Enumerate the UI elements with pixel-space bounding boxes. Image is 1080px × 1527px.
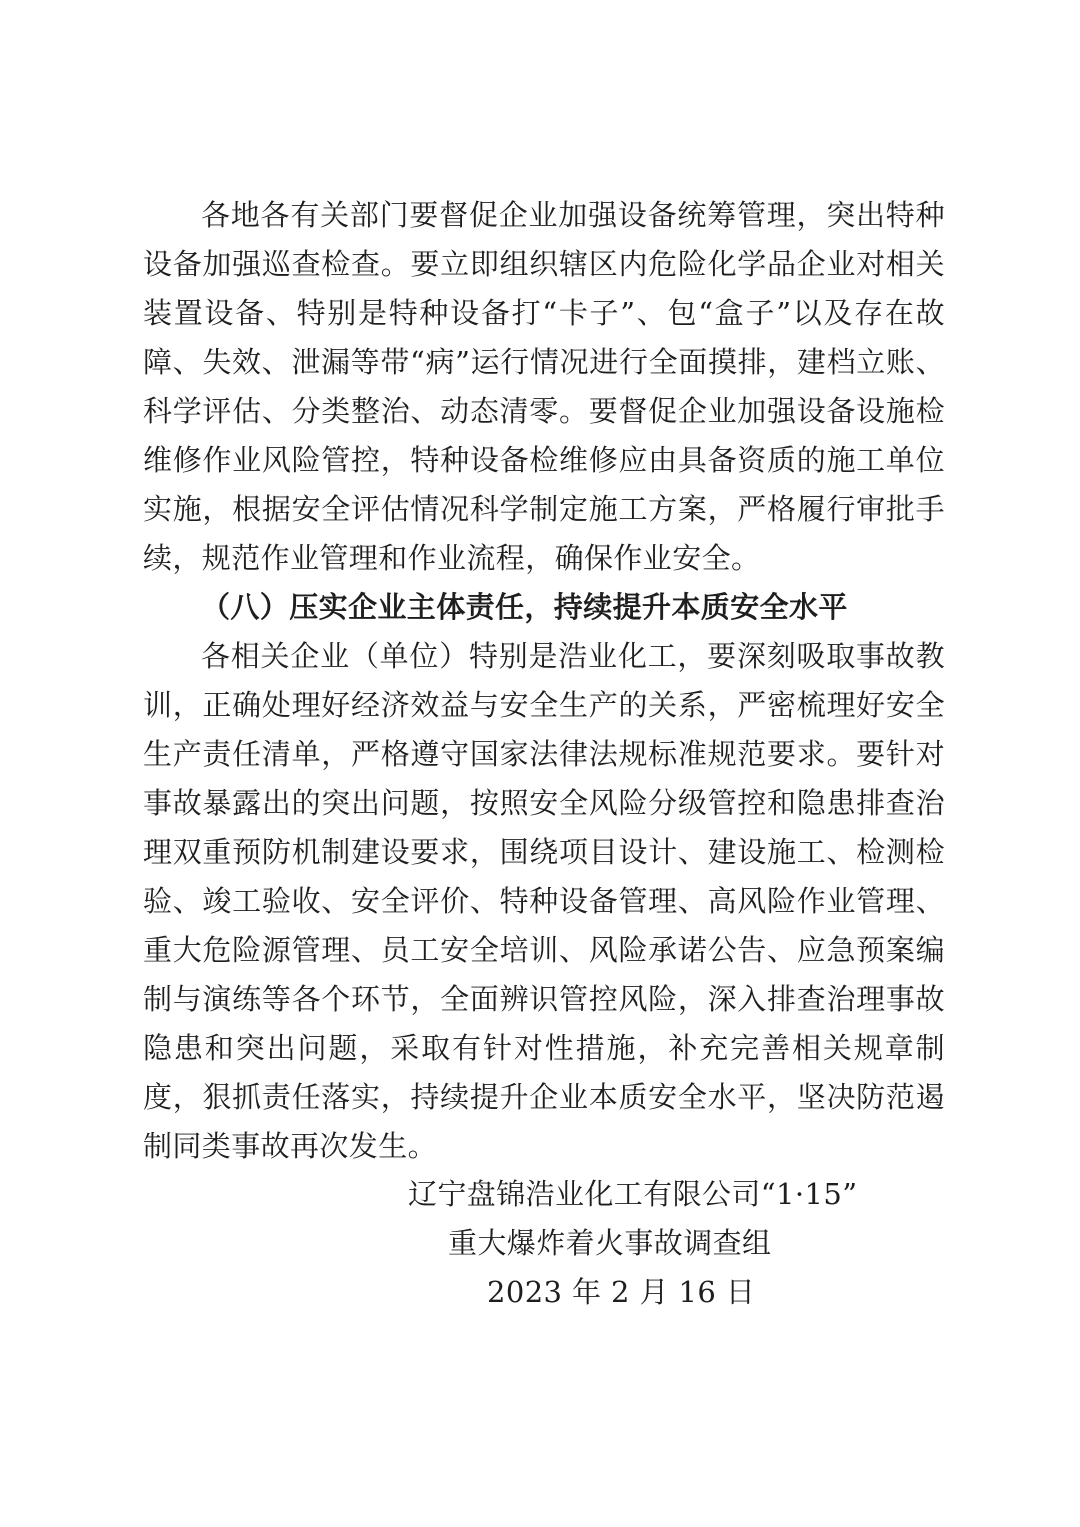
paragraph-equipment-management: 各地各有关部门要督促企业加强设备统筹管理，突出特种设备加强巡查检查。要立即组织辖区内危险化学品企业对相关装置设备、特别是特种设备打“卡子”、包“盒子”以及存在故障、失效、泄漏等带“病”运行情况进行全面摸排，建档立账、科学评估、分类整治、动态清零。要督促企业加强设备设施检维修作业风险管控，特种设备检维修应由具备资质的施工单位实施，根据安全评估情况科学制定施工方案，严格履行审批手续，规范作业管理和作业流程，确保作业安全。 [143, 198, 945, 575]
document-body [143, 191, 945, 1171]
signature-block [0, 1170, 1080, 1317]
signature-group: 重大爆炸着火事故调查组 [448, 1226, 772, 1260]
section-heading-8: （八）压实企业主体责任，持续提升本质安全水平 [201, 590, 848, 624]
signature-organization: 辽宁盘锦浩业化工有限公司“1·15” [408, 1177, 858, 1211]
signature-date: 2023 年 2 月 16 日 [487, 1275, 756, 1309]
paragraph-enterprise-responsibility: 各相关企业（单位）特别是浩业化工，要深刻吸取事故教训，正确处理好经济效益与安全生产的关系，严密梳理好安全生产责任清单，严格遵守国家法律法规标准规范要求。要针对事故暴露出的突出问题，按照安全风险分级管控和隐患排查治理双重预防机制建设要求，围绕项目设计、建设施工、检测检验、竣工验收、安全评价、特种设备管理、高风险作业管理、重大危险源管理、员工安全培训、风险承诺公告、应急预案编制与演练等各个环节，全面辨识管控风险，深入排查治理事故隐患和突出问题，采取有针对性措施，补充完善相关规章制度，狠抓责任落实，持续提升企业本质安全水平，坚决防范遏制同类事故再次发生。 [143, 639, 945, 1163]
